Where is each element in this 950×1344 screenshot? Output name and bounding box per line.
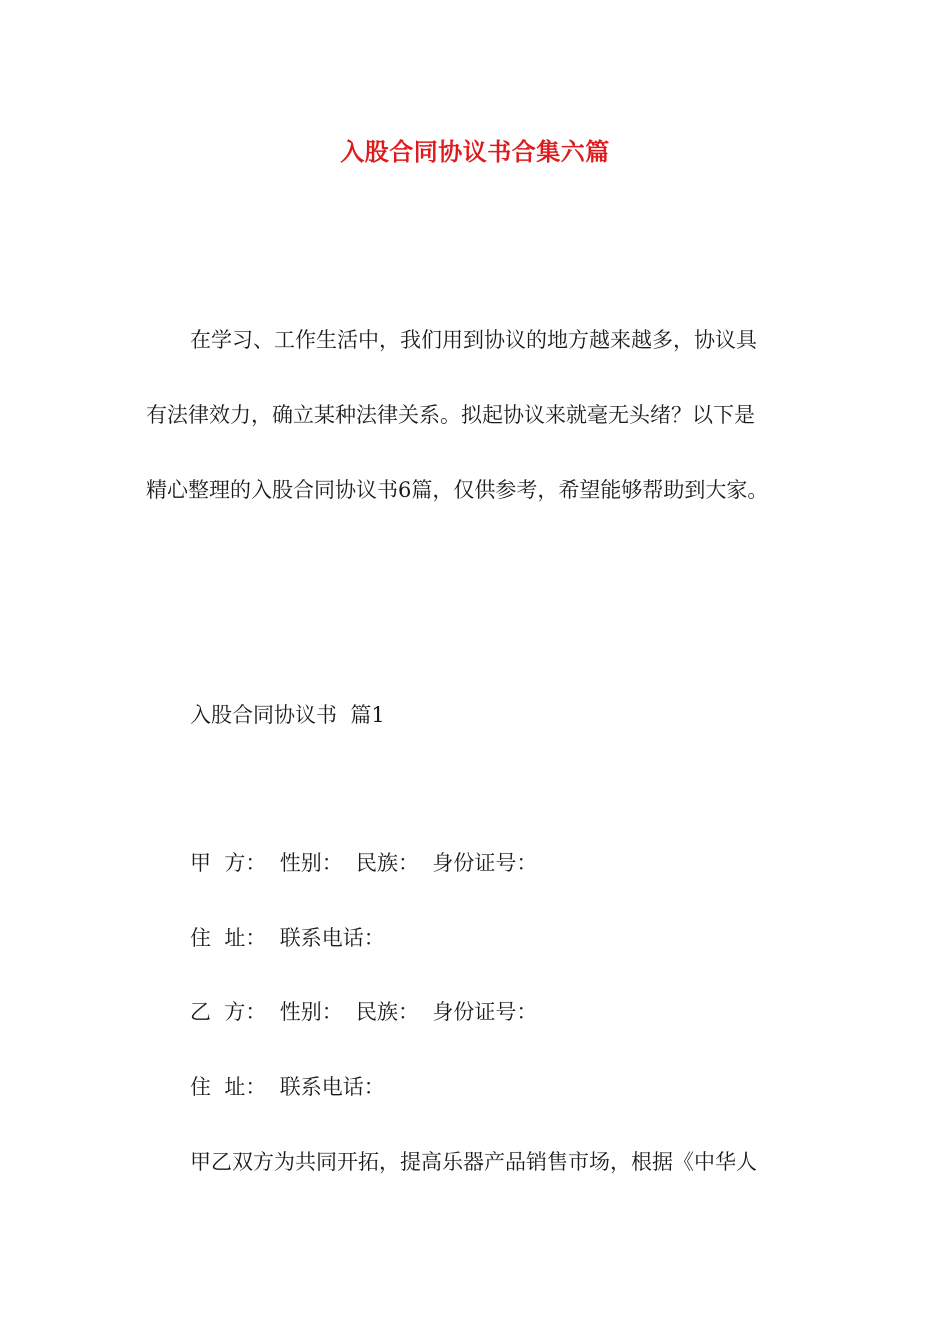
address-b-line: 住 址： 联系电话： <box>190 1075 385 1099</box>
section-heading: 入股合同协议书 篇1 <box>190 703 385 727</box>
address-a-line: 住 址： 联系电话： <box>190 926 385 950</box>
body-text-line: 甲乙双方为共同开拓，提高乐器产品销售市场，根据《中华人 <box>190 1150 757 1174</box>
intro-line-3: 精心整理的入股合同协议书6篇，仅供参考，希望能够帮助到大家。 <box>146 478 769 502</box>
party-a-line: 甲 方： 性别： 民族： 身份证号： <box>190 851 538 875</box>
intro-line-1: 在学习、工作生活中，我们用到协议的地方越来越多，协议具 <box>190 328 757 352</box>
party-b-line: 乙 方： 性别： 民族： 身份证号： <box>190 1000 538 1024</box>
intro-line-2: 有法律效力，确立某种法律关系。拟起协议来就毫无头绪？以下是 <box>146 403 755 427</box>
document-title: 入股合同协议书合集六篇 <box>340 137 610 166</box>
